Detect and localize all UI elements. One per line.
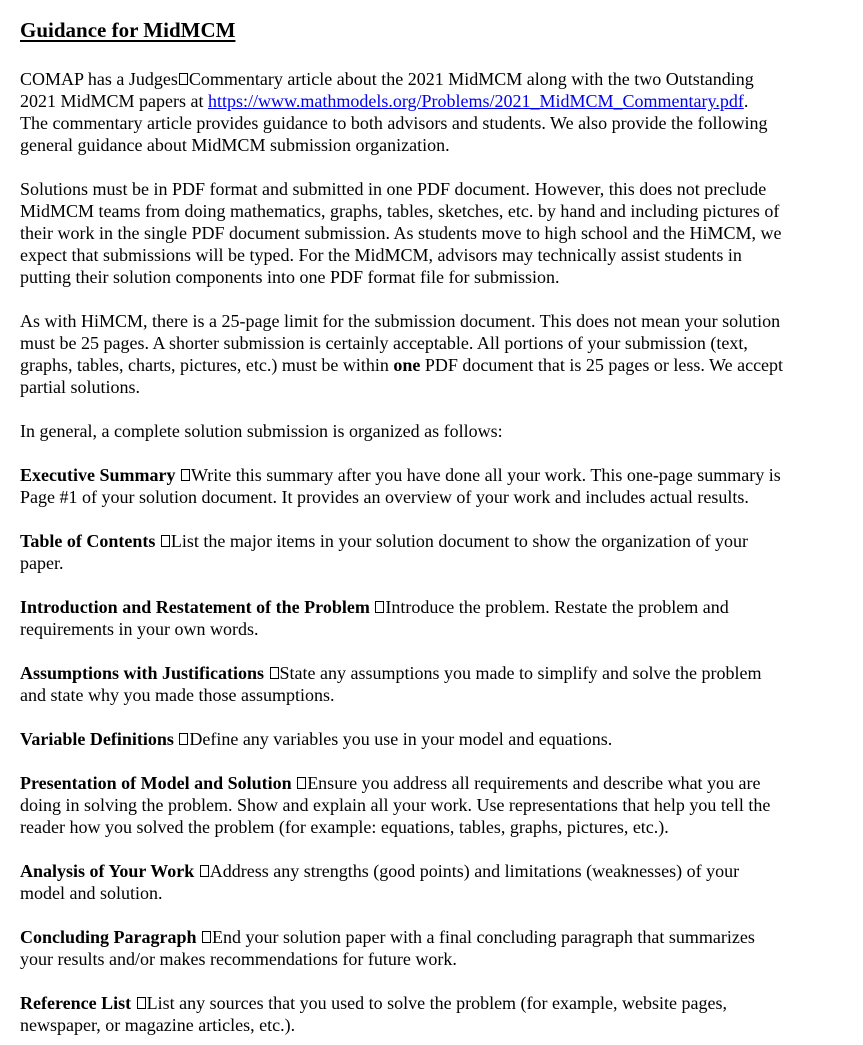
paragraph-page-limit [20,310,855,398]
text-run: their work in the single PDF document submission. As students move to high school and the HiMCM, we [20,223,782,243]
missing-glyph-box [202,931,211,943]
section-heading: Concluding Paragraph [20,927,202,947]
text-run: COMAP has a Judges [20,69,178,89]
missing-glyph-box [270,667,279,679]
missing-glyph-box [137,997,146,1009]
missing-glyph-box [179,733,188,745]
text-run: Solutions must be in PDF format and submitted in one PDF document. However, this does not preclude [20,179,767,199]
paragraph-executive-summary [20,464,855,508]
text-run: reader how you solved the problem (for example: equations, tables, graphs, pictures, etc.). [20,817,669,837]
text-run: Address any strengths (good points) and limitations (weaknesses) of your [209,861,740,881]
section-heading: Variable Definitions [20,729,179,749]
document-body [20,68,855,1036]
paragraph-analysis-of-work [20,860,855,904]
text-run: Page #1 of your solution document. It provides an overview of your work and includes actual results. [20,487,749,507]
missing-glyph-box [375,601,384,613]
text-run: Introduce the problem. Restate the problem and [385,597,729,617]
paragraph-intro [20,68,855,156]
text-run: your results and/or makes recommendations for future work. [20,949,457,969]
paragraph-variable-definitions [20,728,855,750]
missing-glyph-box [179,73,188,85]
text-run: Commentary article about the 2021 MidMCM along with the two Outstanding [188,69,754,89]
text-run: Ensure you address all requirements and describe what you are [307,773,761,793]
text-run: End your solution paper with a final concluding paragraph that summarizes [212,927,755,947]
emphasis-bold: one [393,355,421,375]
text-run: newspaper, or magazine articles, etc.). [20,1015,296,1035]
section-heading: Reference List [20,993,136,1013]
text-run: requirements in your own words. [20,619,259,639]
text-run: paper. [20,553,64,573]
text-run: PDF document that is 25 pages or less. We accept [420,355,784,375]
text-run: model and solution. [20,883,163,903]
text-run: As with HiMCM, there is a 25-page limit for the submission document. This does not mean your solution [20,311,781,331]
paragraph-organized-as-follows [20,420,855,442]
paragraph-introduction-restatement [20,596,855,640]
paragraph-presentation-of-model [20,772,855,838]
section-heading: Executive Summary [20,465,180,485]
text-run: doing in solving the problem. Show and explain all your work. Use representations that help you tell the [20,795,771,815]
missing-glyph-box [181,469,190,481]
missing-glyph-box [200,865,209,877]
section-heading: Introduction and Restatement of the Problem [20,597,375,617]
page-title: Guidance for MidMCM [20,18,236,42]
text-run: . [743,91,749,111]
text-run: 2021 MidMCM papers at [20,91,208,111]
text-run: expect that submissions will be typed. For the MidMCM, advisors may technically assist students in [20,245,742,265]
missing-glyph-box [161,535,170,547]
section-heading: Presentation of Model and Solution [20,773,297,793]
text-run: The commentary article provides guidance to both advisors and students. We also provide the following [20,113,768,133]
text-run: graphs, tables, charts, pictures, etc.) must be within [20,355,394,375]
text-run: In general, a complete solution submission is organized as follows: [20,421,503,441]
text-run: Write this summary after you have done all your work. This one-page summary is [190,465,781,485]
text-run: List any sources that you used to solve the problem (for example, website pages, [146,993,727,1013]
missing-glyph-box [297,777,306,789]
text-run: State any assumptions you made to simplify and solve the problem [279,663,762,683]
section-heading: Analysis of Your Work [20,861,199,881]
section-heading: Assumptions with Justifications [20,663,269,683]
text-run: List the major items in your solution document to show the organization of your [170,531,748,551]
paragraph-concluding-paragraph [20,926,855,970]
text-run: MidMCM teams from doing mathematics, graphs, tables, sketches, etc. by hand and including pictures of [20,201,780,221]
text-run: and state why you made those assumptions. [20,685,335,705]
text-run: general guidance about MidMCM submission organization. [20,135,450,155]
paragraph-pdf-format [20,178,855,288]
paragraph-table-of-contents [20,530,855,574]
text-run: partial solutions. [20,377,140,397]
text-run: putting their solution components into one PDF format file for submission. [20,267,560,287]
paragraph-reference-list [20,992,855,1036]
title-row [20,18,855,42]
section-heading: Table of Contents [20,531,160,551]
text-run: Define any variables you use in your model and equations. [189,729,613,749]
paragraph-assumptions [20,662,855,706]
text-run: must be 25 pages. A shorter submission is certainly acceptable. All portions of your submission (text, [20,333,748,353]
commentary-link[interactable]: https://www.mathmodels.org/Problems/2021_MidMCM_Commentary.pdf [208,91,744,111]
